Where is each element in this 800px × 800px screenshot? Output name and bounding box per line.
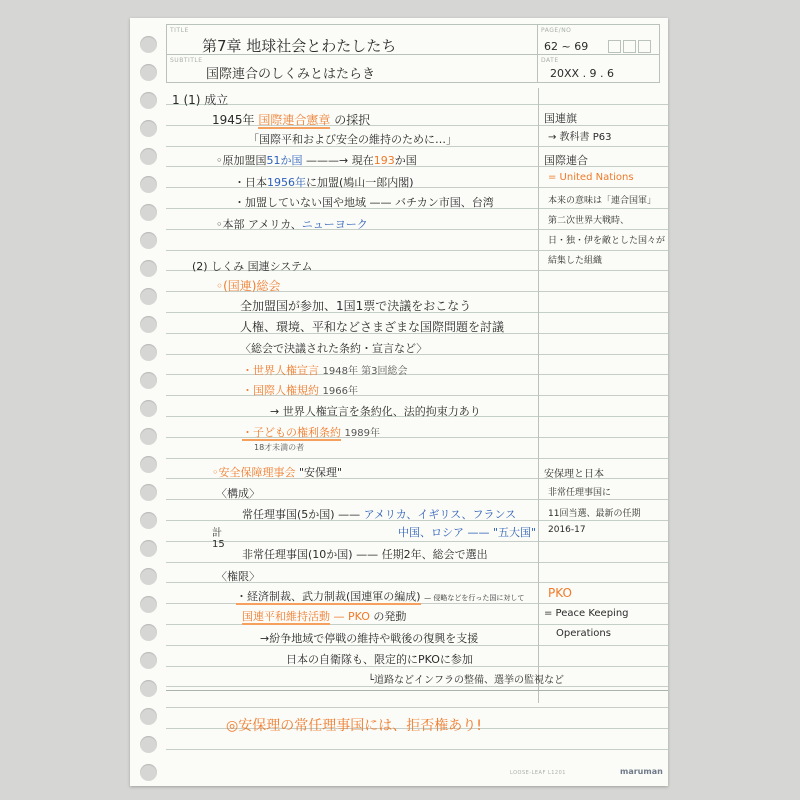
pko-line — [242, 608, 406, 624]
binder-hole — [140, 120, 157, 137]
sanctions-text: ・経済制裁、武力制裁(国連軍の編成) — [236, 590, 421, 603]
adoption-text: の採択 — [334, 113, 371, 127]
binder-hole — [140, 176, 157, 193]
margin-un-note-1: 本来の意味は「連合国軍」 — [548, 196, 657, 206]
original-members-count: 51か国 — [266, 154, 303, 167]
crc-title: ・子どもの権利条約 — [242, 426, 341, 439]
permanent-members-list-2: 中国、ロシア — [398, 526, 464, 539]
margin-un-note-4: 結集した組織 — [548, 256, 603, 266]
ruled-line — [166, 458, 668, 459]
margin-un-note-2: 第二次世界大戦時、 — [548, 216, 630, 226]
binder-hole — [140, 484, 157, 501]
ruled-line — [166, 707, 668, 708]
now-arrow: ———→ 現在 — [306, 154, 374, 167]
loose-leaf-sheet — [130, 18, 668, 786]
binder-hole — [140, 148, 157, 165]
countries-unit: か国 — [394, 154, 417, 167]
section-2-heading: (2) しくみ 国連システム — [192, 260, 313, 273]
un-charter: 国際連合憲章 — [258, 113, 331, 127]
five-powers: —— "五大国" — [467, 526, 537, 539]
charter-quote: 「国際平和および安全の維持のために…」 — [248, 133, 457, 146]
japan-label: ・日本 — [234, 176, 267, 189]
binder-hole — [140, 372, 157, 389]
margin-un-english: = United Nations — [548, 172, 634, 183]
headquarters-label: ◦本部 アメリカ、 — [216, 218, 302, 231]
assembly-line-2: 人権、環境、平和などさまざまな国際問題を討議 — [240, 320, 505, 334]
ruled-line — [166, 104, 668, 105]
binder-hole — [140, 708, 157, 725]
binder-hole — [140, 64, 157, 81]
page-title: 第7章 地球社会とわたしたち — [202, 37, 397, 55]
permanent-members-label: 常任理事国(5か国) —— — [242, 508, 361, 521]
header-right-line — [659, 24, 660, 83]
summary-line: ◎安保理の常任理事国には、拒否権あり! — [226, 718, 482, 734]
udhr-title: ・世界人権宣言 — [242, 364, 319, 377]
binder-hole — [140, 316, 157, 333]
ruled-line — [166, 250, 668, 251]
binder-hole — [140, 36, 157, 53]
japan-join-year: 1956年 — [267, 176, 306, 189]
margin-unsc-japan-title: 安保理と日本 — [544, 469, 604, 480]
covenant-title: ・国際人権規約 — [242, 384, 319, 397]
composition-heading: 〈構成〉 — [216, 487, 260, 500]
header-bottom-line — [166, 82, 660, 83]
binder-hole — [140, 512, 157, 529]
footer-note: LOOSE-LEAF L1201 — [510, 770, 566, 776]
page-box-1 — [608, 40, 621, 53]
pko-abbr: PKO — [348, 610, 370, 623]
permanent-members-list-1: アメリカ、イギリス、フランス — [363, 508, 517, 521]
binder-hole — [140, 400, 157, 417]
general-assembly-heading: ◦(国連)総会 — [216, 279, 281, 293]
year-1945: 1945年 — [212, 113, 255, 127]
sanctions-note: — 侵略などを行った国に対して — [424, 594, 525, 602]
page-numbers: 62 ~ 69 — [544, 40, 589, 53]
binder-hole — [140, 736, 157, 753]
crc-line — [242, 424, 380, 440]
margin-un-flag-title: 国連旗 — [544, 112, 577, 125]
page-box-2 — [623, 40, 636, 53]
binder-hole — [140, 456, 157, 473]
covenant-year: 1966年 — [322, 386, 358, 397]
infrastructure-line: └道路などインフラの整備、選挙の監視など — [368, 675, 565, 686]
header-left-line — [166, 24, 167, 83]
ruled-line — [166, 749, 668, 750]
japan-joined-line — [234, 174, 414, 190]
ruled-line — [166, 541, 668, 542]
header-divider-line — [537, 24, 538, 83]
binder-hole — [140, 232, 157, 249]
pko-dash: — — [333, 610, 345, 623]
margin-un-note-3: 日・独・伊を敵とした国々が — [548, 236, 666, 246]
page-box-3 — [638, 40, 651, 53]
total-members: 計15 — [212, 528, 225, 550]
binder-hole — [140, 92, 157, 109]
pko-full-name: 国連平和維持活動 — [242, 610, 330, 623]
margin-pko-2: Operations — [556, 628, 611, 639]
pko-activation: の発動 — [373, 610, 407, 623]
covenant-note: → 世界人権宣言を条約化、法的拘束力あり — [270, 405, 481, 418]
assembly-line-1: 全加盟国が参加、1国1票で決議をおこなう — [240, 299, 472, 313]
binder-hole — [140, 344, 157, 361]
margin-pko-title: PKO — [548, 586, 572, 600]
margin-un-title: 国際連合 — [544, 154, 588, 167]
binder-hole — [140, 652, 157, 669]
margin-un-flag-ref: → 教科書 P63 — [548, 132, 612, 143]
crc-note: 18才未満の者 — [254, 443, 305, 452]
binder-hole — [140, 680, 157, 697]
binder-hole — [140, 764, 157, 781]
page-subtitle: 国際連合のしくみとはたらき — [206, 67, 376, 82]
pko-description: →紛争地域で停戦の維持や戦後の復興を支援 — [260, 632, 479, 645]
section-1-heading: 1 (1) 成立 — [172, 93, 229, 107]
permanent-members-line-2 — [398, 524, 536, 540]
security-council-heading — [212, 464, 342, 480]
brand-logo: maruman — [620, 767, 663, 776]
binder-hole — [140, 540, 157, 557]
title-label: TITLE — [170, 27, 189, 34]
note-date: 20XX . 9 . 6 — [550, 67, 615, 80]
margin-unsc-japan-1: 非常任理事国に — [548, 488, 612, 498]
date-label: DATE — [541, 57, 559, 64]
non-permanent-line: 非常任理事国(10か国) —— 任期2年、総会で選出 — [242, 548, 488, 561]
member-count-line — [216, 152, 417, 168]
security-council-abbr: "安保理" — [299, 466, 343, 479]
japan-join-note: に加盟(鳩山一郎内閣) — [306, 176, 414, 189]
binder-hole — [140, 204, 157, 221]
binder-hole — [140, 428, 157, 445]
current-member-count: 193 — [373, 154, 395, 167]
sanctions-line — [236, 588, 524, 604]
crc-year: 1989年 — [344, 428, 380, 439]
binder-hole — [140, 596, 157, 613]
headquarters-city: ニューヨーク — [301, 218, 368, 231]
binder-hole — [140, 624, 157, 641]
margin-column-line — [538, 88, 539, 703]
line-1945 — [212, 111, 370, 128]
treaties-heading: 〈総会で決議された条約・宣言など〉 — [240, 342, 428, 355]
powers-heading: 〈権限〉 — [216, 570, 260, 583]
permanent-members-line — [242, 506, 516, 522]
page-label: PAGE/NO — [541, 27, 572, 34]
security-council-title: ◦安全保障理事会 — [212, 466, 296, 479]
ruled-line — [166, 562, 668, 563]
binder-hole — [140, 260, 157, 277]
non-member-line: ・加盟していない国や地域 —— バチカン市国、台湾 — [234, 196, 494, 209]
covenant-line — [242, 382, 358, 398]
original-members-label: ◦原加盟国 — [216, 154, 267, 167]
headquarters-line — [216, 216, 368, 232]
udhr-date: 1948年 第3回総会 — [322, 366, 408, 377]
header-top-line — [166, 24, 660, 25]
summary-divider — [166, 690, 668, 691]
margin-unsc-japan-3: 2016-17 — [548, 525, 586, 535]
ruled-line — [166, 686, 668, 687]
margin-pko-1: = Peace Keeping — [544, 608, 629, 619]
sdf-line: 日本の自衛隊も、限定的にPKOに参加 — [286, 653, 473, 666]
margin-unsc-japan-2: 11回当選、最新の任期 — [548, 509, 641, 519]
subtitle-label: SUBTITLE — [170, 57, 203, 64]
binder-hole — [140, 288, 157, 305]
udhr-line — [242, 362, 408, 378]
binder-hole — [140, 568, 157, 585]
